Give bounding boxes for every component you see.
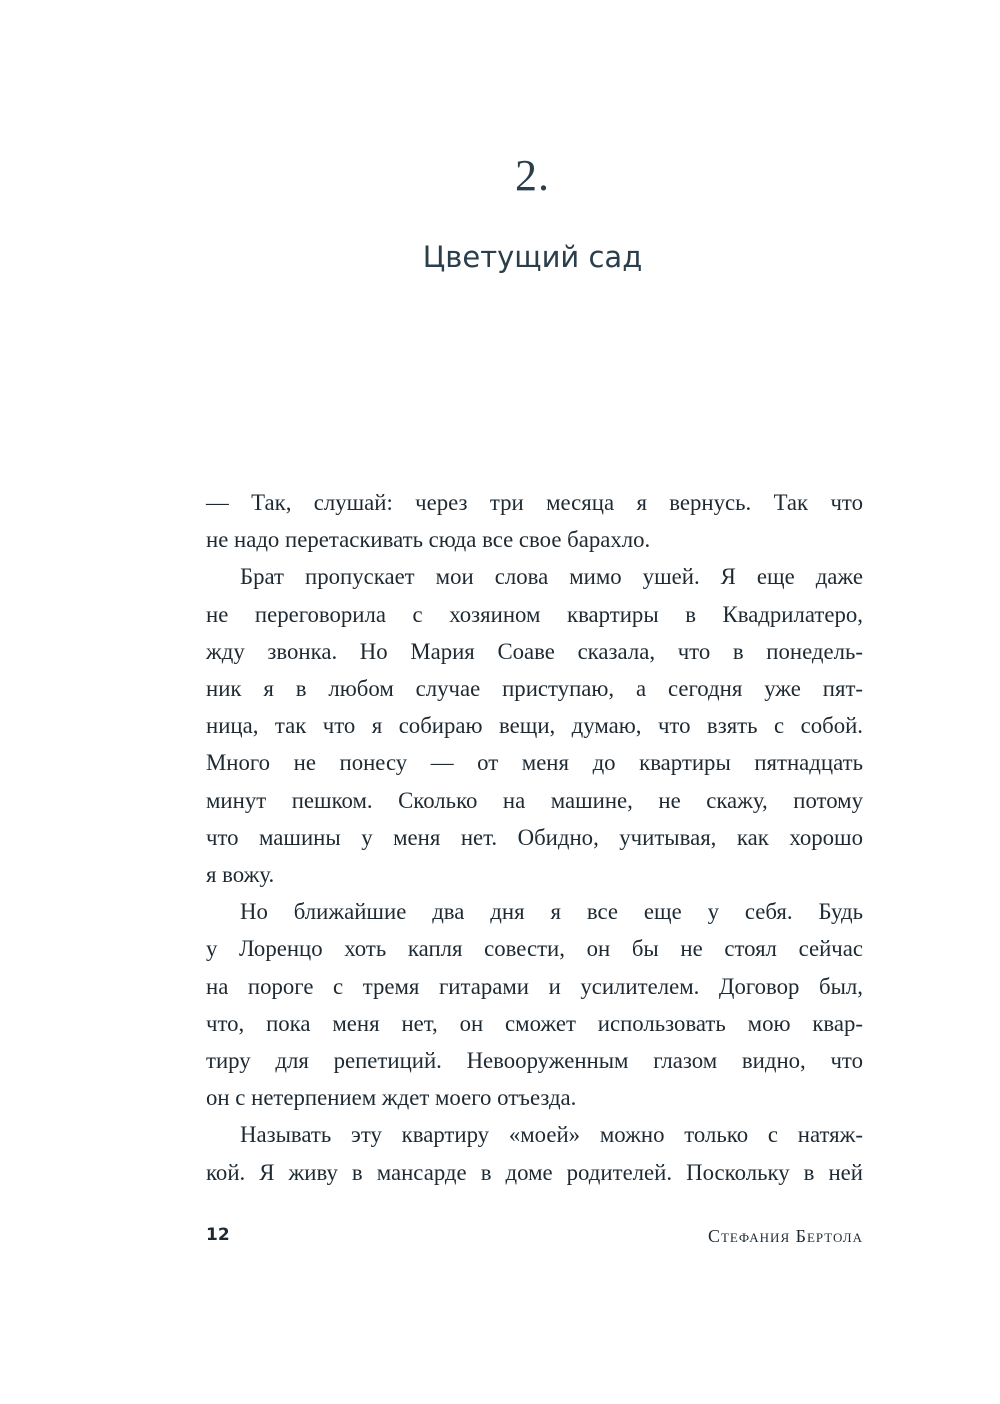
paragraph-2 <box>206 558 863 893</box>
text-line: ница, так что я собираю вещи, думаю, что взять с собой. <box>206 713 863 739</box>
paragraph-3 <box>206 893 863 1116</box>
page-number: 12 <box>206 1225 230 1245</box>
chapter-number: 2. <box>515 151 550 200</box>
paragraph-1 <box>206 484 863 558</box>
text-line: Но ближайшие два дня я все еще у себя. Будь <box>240 899 863 925</box>
running-footer-author: Стефания Бертола <box>707 1226 863 1246</box>
text-line: Называть эту квартиру «моей» можно только с натяж- <box>240 1122 863 1148</box>
paragraph-4 <box>206 1116 863 1190</box>
text-line: Много не понесу — от меня до квартиры пятнадцать <box>206 750 863 776</box>
text-line: Брат пропускает мои слова мимо ушей. Я еще даже <box>240 564 863 590</box>
text-line: — Так, слушай: через три месяца я вернусь. Так что <box>206 490 863 515</box>
text-line: что машины у меня нет. Обидно, учитывая, как хорошо <box>206 824 863 850</box>
text-line: он с нетерпением ждет моего отъезда. <box>206 1085 577 1111</box>
text-line: не надо перетаскивать сюда все свое барахло. <box>206 527 651 553</box>
text-line: тиру для репетиций. Невооруженным глазом видно, что <box>206 1048 863 1074</box>
text-line: минут пешком. Сколько на машине, не скажу, потому <box>206 787 863 813</box>
text-line: не переговорила с хозяином квартиры в Квадрилатеро, <box>206 601 863 627</box>
text-line: я вожу. <box>206 862 275 888</box>
text-line: что, пока меня нет, он сможет использовать мою квар- <box>206 1010 863 1036</box>
text-line: ник я в любом случае приступаю, а сегодня уже пят- <box>206 676 863 702</box>
text-line: у Лоренцо хоть капля совести, он бы не стоял сейчас <box>206 936 863 962</box>
chapter-title: Цветущий сад <box>422 240 643 274</box>
text-line: на пороге с тремя гитарами и усилителем. Договор был, <box>206 973 863 999</box>
text-line: жду звонка. Но Мария Соаве сказала, что в понедель- <box>206 638 863 664</box>
text-line: кой. Я живу в мансарде в доме родителей. Поскольку в ней <box>206 1159 863 1185</box>
body-text <box>206 484 863 1191</box>
